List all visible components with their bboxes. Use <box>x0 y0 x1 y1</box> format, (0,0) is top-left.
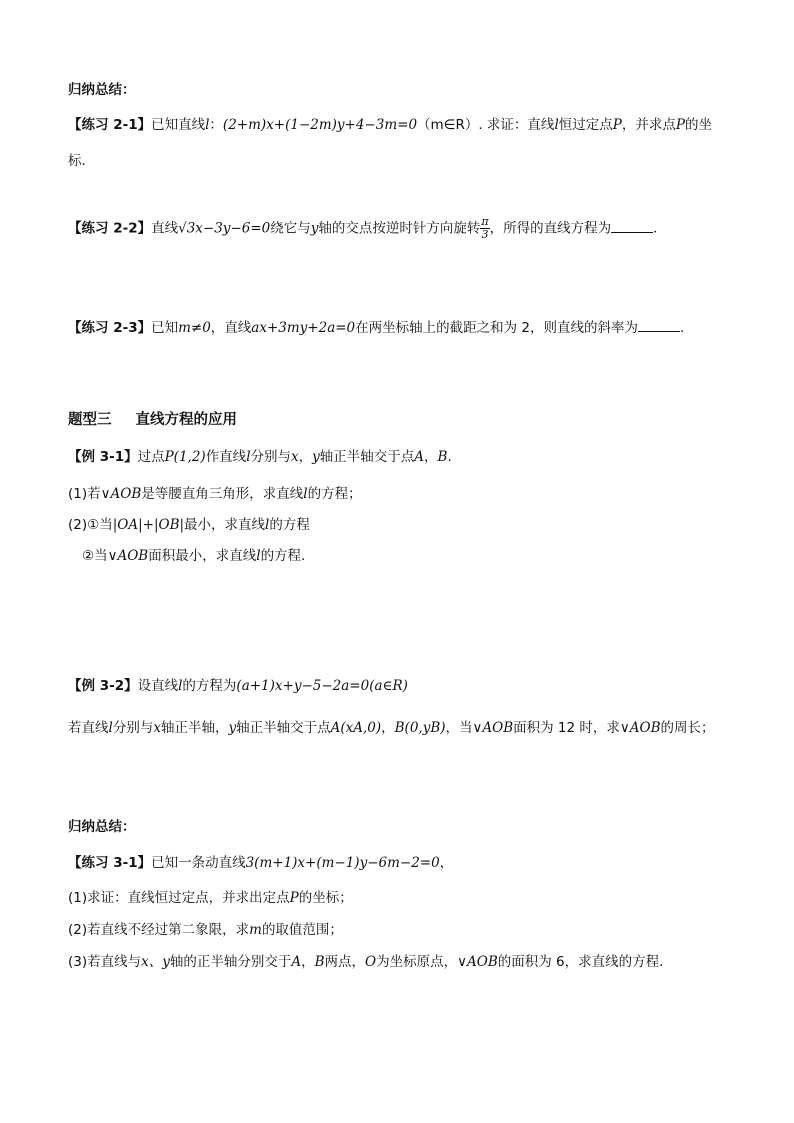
text: ，当 <box>445 720 473 736</box>
practice-2-3 <box>68 316 694 336</box>
text: 的面积为 6，求直线的方程. <box>497 954 664 970</box>
text: ． <box>653 220 667 237</box>
text: (3)若直线与 <box>68 954 142 970</box>
text: 在两坐标轴上的截距之和为 2，则直线的斜率为 <box>355 320 639 336</box>
practice-2-2 <box>68 216 667 241</box>
math-var: A <box>414 449 425 465</box>
text: 的方程 <box>269 517 310 533</box>
point: B(0,yB) <box>394 720 446 736</box>
practice-tag: 【练习 2-1】 <box>68 117 152 133</box>
math-var: A <box>291 954 302 970</box>
practice-tag: 【练习 2-2】 <box>68 220 152 237</box>
equation: 3(m+1)x+(m−1)y−6m−2=0 <box>245 855 440 871</box>
math-var: m <box>249 922 262 938</box>
math-var: l <box>246 449 251 465</box>
text: 两点， <box>324 954 366 970</box>
point: P(1,2) <box>164 449 206 465</box>
text: 已知一条动直线 <box>151 855 246 871</box>
math-var: l <box>265 517 270 533</box>
practice-tag: 【练习 2-3】 <box>68 320 152 336</box>
text: ，并求点 <box>621 117 676 133</box>
triangle: ∨AOB <box>619 720 661 736</box>
text: ， <box>424 449 438 465</box>
text: ，所得的直线方程为 <box>489 220 612 237</box>
section-heading <box>68 408 237 429</box>
text: 的取值范围； <box>261 922 343 938</box>
math-var: l <box>256 548 261 564</box>
math-var: P <box>612 117 622 133</box>
math-var: y <box>228 720 237 736</box>
text: 分别与 <box>250 449 292 465</box>
text: ： <box>209 117 223 133</box>
text: ，直线 <box>210 320 252 336</box>
text: 过点 <box>137 449 165 465</box>
text: 的坐 <box>684 117 712 133</box>
equation: √3x−3y−6=0 <box>178 220 271 237</box>
answer-blank <box>611 231 653 233</box>
text: 的方程. <box>260 548 306 564</box>
practice-3-1 <box>68 851 453 871</box>
answer-blank <box>638 330 680 332</box>
summary-heading-1: 归纳总结： <box>68 82 136 98</box>
math-var: l <box>178 678 183 694</box>
text: 已知直线 <box>151 117 206 133</box>
text: 分别与 <box>112 720 154 736</box>
example-3-1-question-2 <box>68 513 310 533</box>
text: 面积为 12 时，求 <box>513 720 620 736</box>
triangle: ∨AOB <box>457 954 498 970</box>
text: 作直线 <box>205 449 247 465</box>
text: 最小，求直线 <box>184 517 266 533</box>
example-3-1 <box>68 445 452 465</box>
math-var: P <box>675 117 685 133</box>
text: (2)①当 <box>68 517 113 533</box>
text: 已知 <box>151 320 179 336</box>
text: 绕它与 <box>270 220 311 237</box>
text: 是等腰直角三角形，求直线 <box>141 486 304 502</box>
text: ， <box>381 720 395 736</box>
example-3-1-question-3 <box>82 544 305 564</box>
math-var: y <box>310 220 319 237</box>
summary-heading-2: 归纳总结： <box>68 819 136 835</box>
practice-2-1 <box>68 113 712 133</box>
text: ， <box>298 449 313 465</box>
text: 恒过定点 <box>558 117 613 133</box>
practice-3-1-question-3 <box>68 950 663 970</box>
text: ， <box>439 855 454 871</box>
text: 若直线 <box>68 720 109 736</box>
math-var: l <box>205 117 210 133</box>
triangle: ∨AOB <box>100 486 142 502</box>
text: 设直线 <box>137 678 179 694</box>
text: (2)若直线不经过第二象限，求 <box>68 922 250 938</box>
text: 面积最小，求直线 <box>148 548 257 564</box>
example-tag: 【例 3-1】 <box>68 449 138 465</box>
fraction-denominator: 3 <box>481 228 489 241</box>
equation: ax+3my+2a=0 <box>251 320 356 336</box>
math-var: l <box>554 117 559 133</box>
math-var: x <box>153 720 161 736</box>
math-var: l <box>108 720 113 736</box>
equation: (2+m)x+(1−2m)y+4−3m=0 <box>222 117 418 133</box>
text: (1)若 <box>68 486 101 502</box>
practice-2-1-continued: 标． <box>68 153 95 169</box>
text: 的坐标； <box>298 890 353 906</box>
text: ． <box>680 320 694 336</box>
text: 轴正半轴， <box>160 720 229 736</box>
condition: m≠0 <box>178 320 211 336</box>
expression: |OA|+|OB| <box>112 517 185 533</box>
text: 直线 <box>151 220 179 237</box>
text: 的方程； <box>307 486 362 502</box>
math-var: B <box>437 449 448 465</box>
math-var: y <box>312 449 320 465</box>
practice-3-1-question-2 <box>68 918 343 938</box>
text: . <box>447 449 452 465</box>
point: A(xA,0) <box>330 720 382 736</box>
text: 轴的交点按逆时针方向旋转 <box>318 220 481 237</box>
equation: (a+1)x+y−5−2a=0(a∈R) <box>236 678 408 694</box>
text: ②当 <box>82 548 108 564</box>
text: 为坐标原点， <box>376 954 458 970</box>
text: (1)求证：直线恒过定点，并求出定点 <box>68 890 290 906</box>
math-var: x、y <box>141 954 170 970</box>
text: ， <box>301 954 315 970</box>
section-title: 直线方程的应用 <box>135 412 237 428</box>
triangle: ∨AOB <box>472 720 514 736</box>
example-tag: 【例 3-2】 <box>68 678 138 694</box>
math-var: B <box>314 954 325 970</box>
text: 轴的正半轴分别交于 <box>169 954 292 970</box>
math-var: x <box>291 449 299 465</box>
text: . 求证：直线 <box>478 117 555 133</box>
example-3-2 <box>68 674 408 694</box>
text: 轴正半轴交于点 <box>319 449 415 465</box>
math-var: l <box>303 486 308 502</box>
fraction-numerator: π <box>481 215 489 228</box>
section-label: 题型三 <box>68 412 112 428</box>
math-var: P <box>289 890 299 906</box>
practice-3-1-question-1 <box>68 886 353 906</box>
text: 轴正半轴交于点 <box>236 720 331 736</box>
text: 的周长； <box>660 720 715 736</box>
triangle: ∨AOB <box>107 548 149 564</box>
practice-tag: 【练习 3-1】 <box>68 855 152 871</box>
text: 的方程为 <box>182 678 237 694</box>
example-3-1-question-1 <box>68 482 362 502</box>
condition: （m∈R） <box>417 117 479 133</box>
example-3-2-question <box>68 716 715 736</box>
math-var: O <box>365 954 377 970</box>
fraction <box>480 216 489 241</box>
